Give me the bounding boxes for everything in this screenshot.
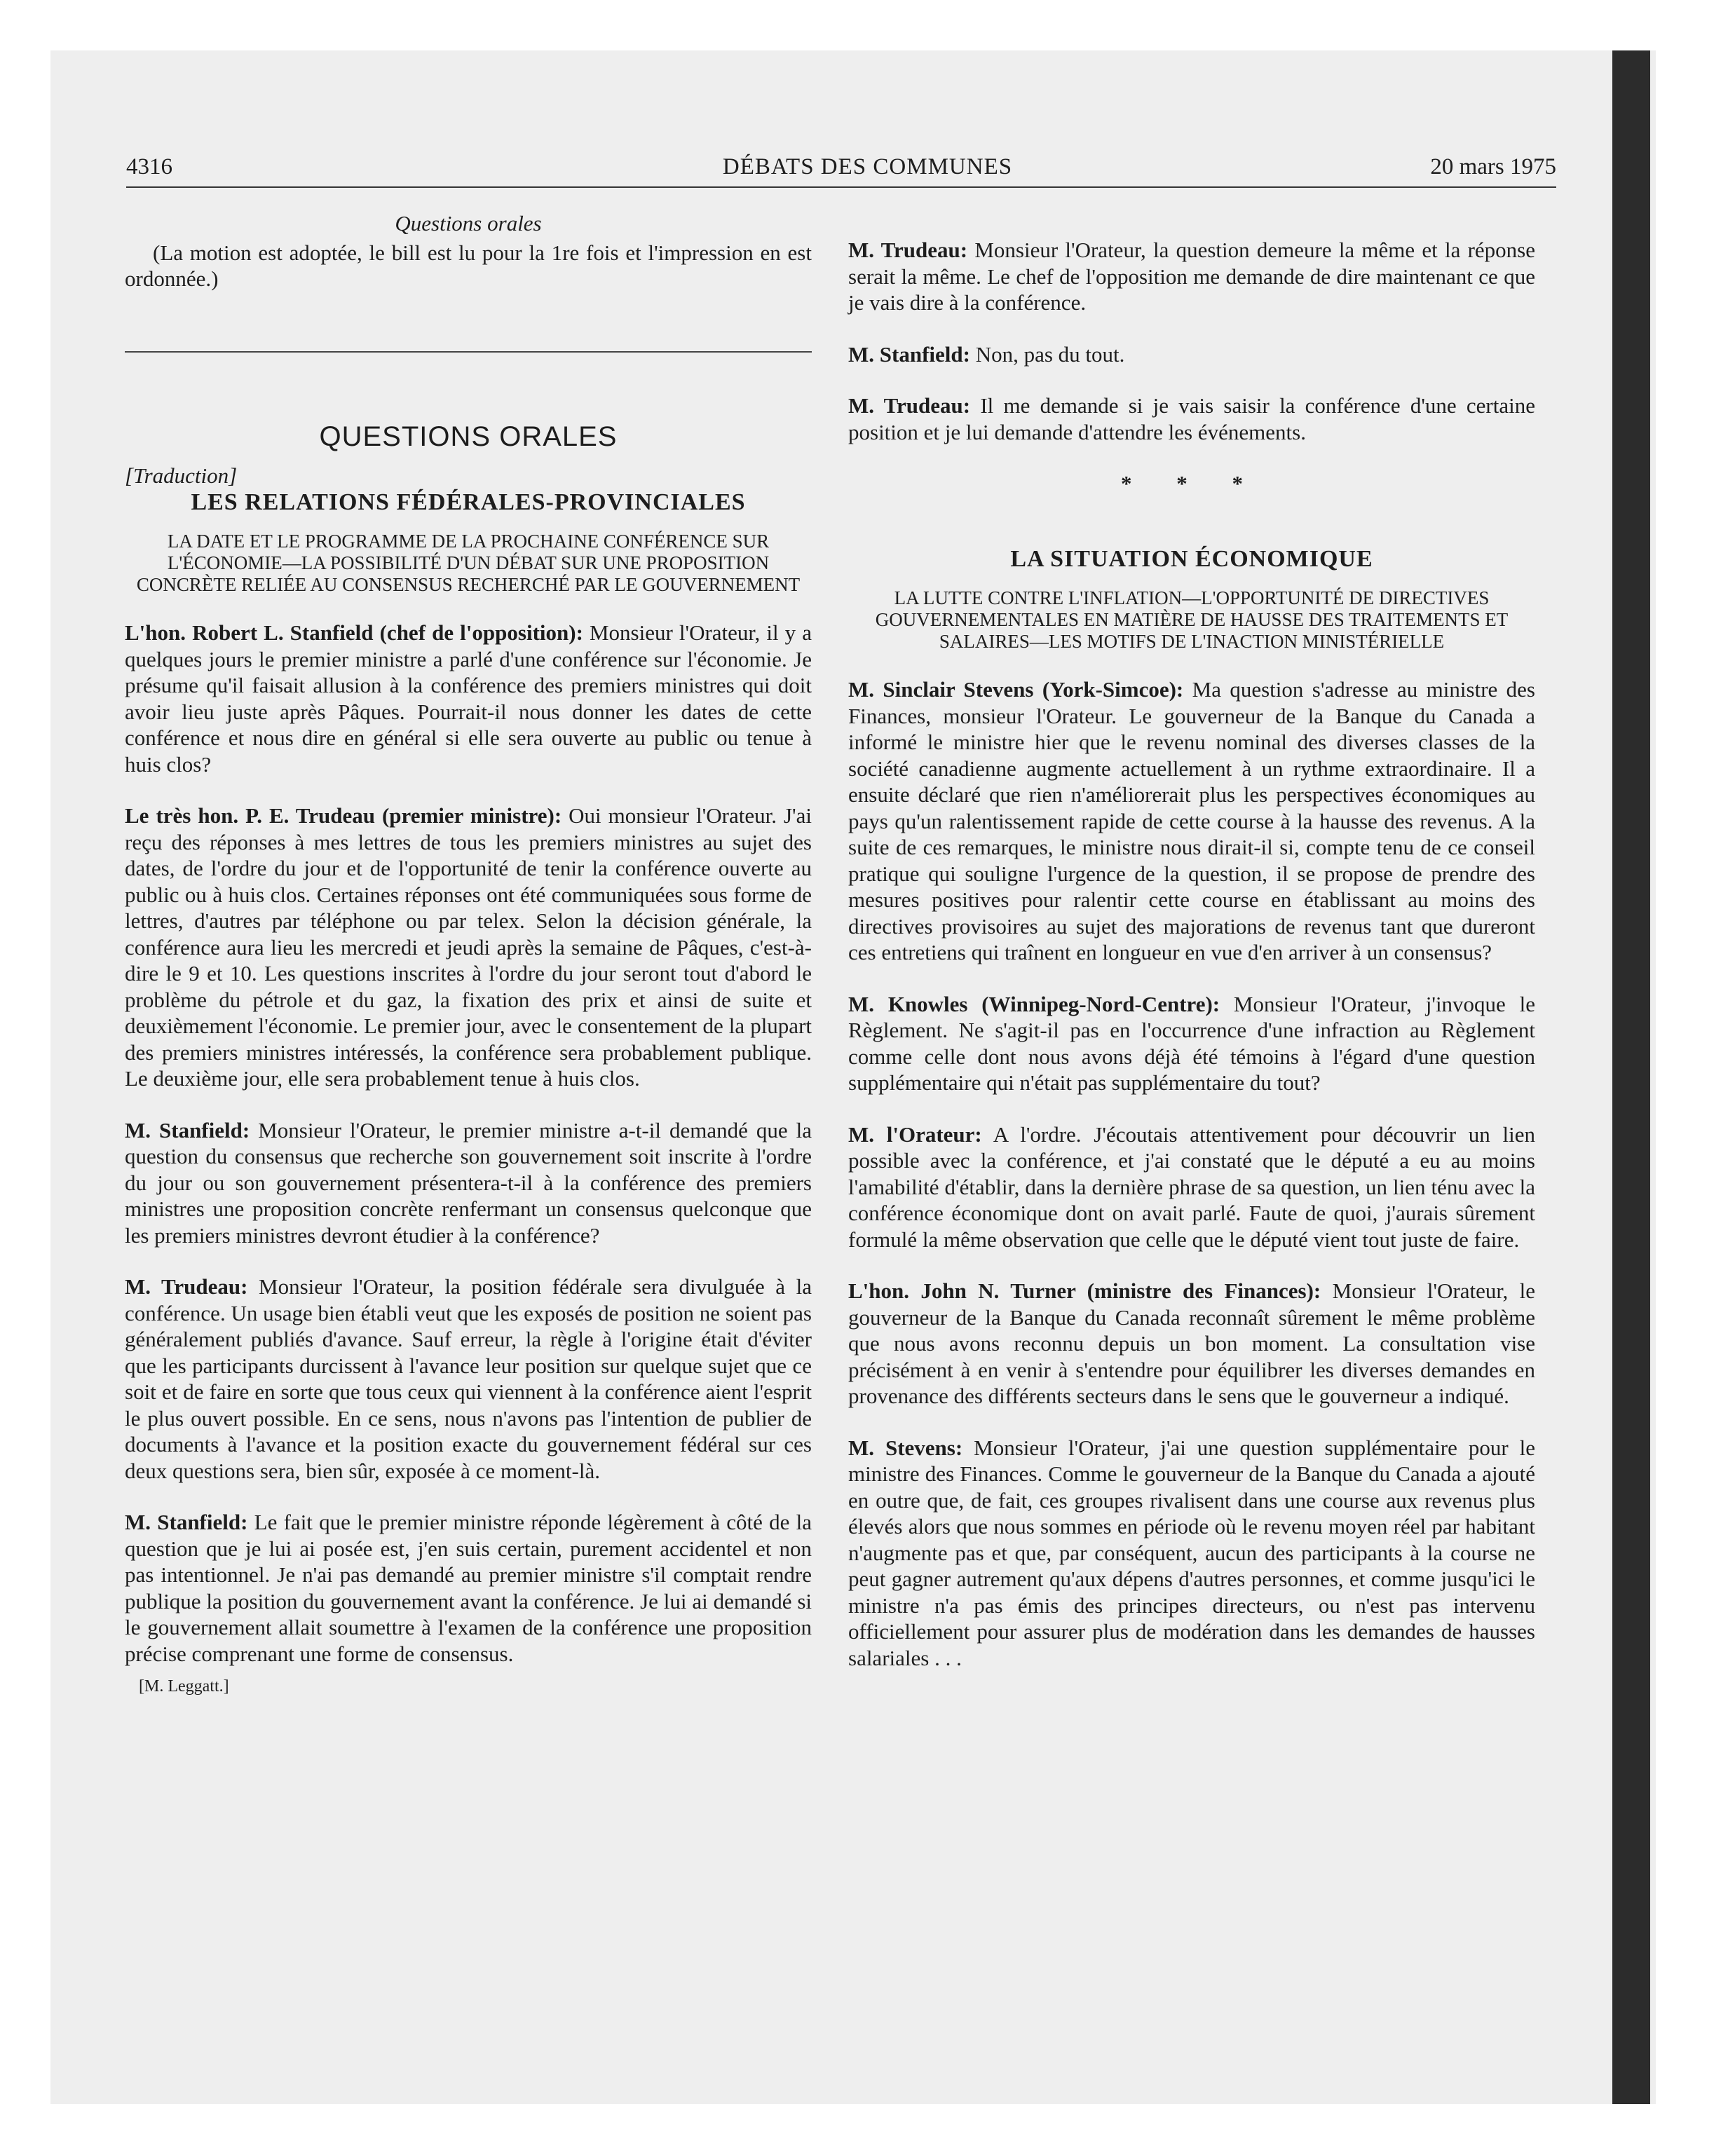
running-head: Questions orales [395,211,542,236]
speech-text: Monsieur l'Orateur, j'invoque le Règlement. Ne s'agit-il pas en l'occurrence d'une infraction au Règlement comme celle dont nous avons déjà été témoins à l'égard d'une question supplémentaire qui n'était pas supplémentaire du tout? [848,991,1535,1095]
signature-note: [M. Leggatt.] [139,1677,229,1696]
speech-text: Monsieur l'Orateur, il y a quelques jours le premier ministre a parlé d'une conférence sur l'économie. Je présume qu'il faisait allusion à la conférence des premiers ministres qui doit avoir lieu juste après Pâques. Pourrait-il nous donner les dates de cette conférence et nous dire en général si elle sera ouverte au public ou tenue à huis clos? [125,620,812,777]
scan-edge-bar [1612,50,1650,2104]
speech-paragraph [125,620,812,777]
speech-text: Monsieur l'Orateur, le gouverneur de la Banque du Canada reconnaît sûrement le même problème que nous avons reconnu depuis un bon moment. La consultation vise précisément à en venir à s'entendre pour équilibrer les diverses demandes en provenance des différents secteurs dans le sens que le gouverneur a indiqué. [848,1278,1535,1408]
section-separator [125,351,812,353]
speaker-name: M. Sinclair Stevens (York-Simcoe): [848,677,1184,702]
left-column [125,203,812,1700]
speech-text: Oui monsieur l'Orateur. J'ai reçu des réponses à mes lettres de tous les premiers ministres au sujet des dates, de l'ordre du jour et de l'opportunité de tenir la conférence ouverte au public ou à huis clos. Certaines réponses ont été communiquées sous forme de lettres, d'autres par téléphone ou par telex. Selon la décision générale, la conférence aura lieu les mercredi et jeudi après la semaine de Pâques, c'est-à-dire le 9 et 10. Les questions inscrites à l'ordre du jour seront tout d'abord le problème du pétrole et du gaz, la fixation des prix et ainsi de suite et deuxièmement l'économie. Le premier jour, avec le consentement de la plupart des premiers ministres intéressés, la conférence sera probablement publique. Le deuxième jour, elle sera probablement tenue à huis clos. [125,803,812,1091]
topic-heading: LA SITUATION ÉCONOMIQUE [1010,545,1373,572]
speaker-name: M. Trudeau: [848,393,971,418]
speaker-name: M. Stanfield: [125,1117,250,1142]
section-stars: * * * [1121,471,1263,496]
speaker-name: M. Trudeau: [848,238,968,262]
speech-paragraph [848,341,1535,368]
speaker-name: M. Trudeau: [125,1274,248,1299]
speech-text: Monsieur l'Orateur, la question demeure la même et la réponse serait la même. Le chef de l'opposition me demande de dire maintenant ce que je vais dire à la conférence. [848,238,1535,315]
topic-heading: LES RELATIONS FÉDÉRALES-PROVINCIALES [191,489,746,515]
subtopic-heading: LA DATE ET LE PROGRAMME DE LA PROCHAINE CONFÉRENCE SUR L'ÉCONOMIE—LA POSSIBILITÉ D'UN DÉBAT SUR UNE PROPOSITION CONCRÈTE RELIÉE AU CONSENSUS RECHERCHÉ PAR LE GOUVERNEMENT [136,531,801,595]
section-title: QUESTIONS ORALES [319,421,618,452]
speaker-name: M. Stanfield: [848,341,970,367]
speech-paragraph [125,1509,812,1667]
page-number: 4316 [126,154,172,179]
speaker-name: L'hon. Robert L. Stanfield (chef de l'opposition): [125,620,583,645]
speaker-name: Le très hon. P. E. Trudeau (premier ministre): [125,803,562,828]
speech-text: Il me demande si je vais saisir la conférence d'une certaine position et je lui demande d'attendre les événements. [848,393,1535,444]
speaker-name: M. Stevens: [848,1435,963,1460]
header-rule [126,186,1556,188]
speech-paragraph [848,393,1535,445]
speech-text: Non, pas du tout. [969,341,1125,367]
speaker-name: M. l'Orateur: [848,1121,982,1147]
publication-title: DÉBATS DES COMMUNES [722,154,1013,179]
speech-paragraph [848,1435,1535,1672]
speech-paragraph [848,991,1535,1096]
motion-text: (La motion est adoptée, le bill est lu pour la 1re fois et l'impression en est ordonnée.) [125,240,812,291]
page-date: 20 mars 1975 [1430,154,1556,179]
speech-paragraph [125,1117,812,1249]
speech-text: Monsieur l'Orateur, la position fédérale sera divulguée à la conférence. Un usage bien établi veut que les exposés de position ne soient pas généralement publiés d'avance. Sauf erreur, la règle à l'origine était d'éviter que les participants durcissent à l'avance leur position sur quelque sujet que ce soit et de faire en sorte que tous ceux qui viennent à la conférence aient l'esprit le plus ouvert possible. En ce sens, nous n'avons pas l'intention de publier de documents à l'avance et la position exacte du gouvernement fédéral sur ces deux questions sera, bien sûr, exposée à ce moment-là. [125,1274,812,1483]
speaker-name: M. Stanfield: [125,1510,248,1534]
speech-paragraph [125,803,812,1092]
speech-paragraph [848,237,1535,316]
speaker-name: M. Knowles (Winnipeg-Nord-Centre): [848,991,1220,1016]
speaker-name: L'hon. John N. Turner (ministre des Finances): [848,1278,1321,1303]
speech-paragraph [848,1278,1535,1410]
subtopic-heading: LA LUTTE CONTRE L'INFLATION—L'OPPORTUNITÉ DE DIRECTIVES GOUVERNEMENTALES EN MATIÈRE DE HAUSSE DES TRAITEMENTS ET SALAIRES—LES MOTIFS DE L'INACTION MINISTÉRIELLE [875,587,1509,652]
speech-text: Le fait que le premier ministre réponde légèrement à côté de la question que je lui ai posée est, j'en suis certain, purement accidentel et non pas intentionnel. Je n'ai pas demandé au premier ministre s'il comptait rendre publique la position du gouvernement avant la conférence. Je lui ai demandé si le gouvernement allait soumettre à l'examen de la conférence une proposition précise comprenant une forme de consensus. [125,1510,812,1666]
speech-paragraph [125,1274,812,1484]
speech-text: A l'ordre. J'écoutais attentivement pour découvrir un lien possible avec la conférence, et j'ai constaté que le député a eu au moins l'amabilité d'établir, dans la dernière phrase de sa question, un lien ténu avec la conférence économique dont on avait parlé. Faute de quoi, j'aurais sûrement formulé la même observation que celle que le député vient tout juste de faire. [848,1121,1536,1252]
translation-note: [Traduction] [125,463,238,488]
speech-text: Monsieur l'Orateur, j'ai une question supplémentaire pour le ministre des Finances. Comme le gouverneur de la Banque du Canada a ajouté en outre que, de fait, ces groupes rivalisent dans une course aux revenus plus élevés alors que nous sommes en période où le revenu moyen réel par habitant n'augmente pas et que, par conséquent, aucun des participants à la course ne peut gagner autrement qu'aux dépens d'autres personnes, et comme jusqu'ici le ministre n'a pas émis des principes directeurs, ou n'est pas intervenu officiellement pour assurer plus de modération dans les demandes de hausses salariales . . . [848,1435,1535,1670]
speech-text: Ma question s'adresse au ministre des Finances, monsieur l'Orateur. Le gouverneur de la Banque du Canada a informé le ministre hier que le revenu nominal des diverses classes de la société canadienne augmente actuellement à un rythme extraordinaire. Il a ensuite déclaré que rien n'améliorerait plus les perspectives économiques au pays qu'un ralentissement rapide de cette course à la hausse des revenus. A la suite de ces remarques, le ministre nous dirait-il si, compte tenu de ce conseil pratique qui souligne l'urgence de la question, il se propose de prendre des mesures positives pour ralentir cette course en établissant au moins des directives provisoires au sujet des majorations de revenus tant que dureront ces entretiens qui traînent en longueur en vue d'en arriver à un consensus? [848,677,1535,964]
right-column [848,237,1535,1696]
speech-paragraph [848,1121,1535,1253]
speech-paragraph [848,676,1535,966]
speech-text: Monsieur l'Orateur, le premier ministre a-t-il demandé que la question du consensus que recherche son gouvernement soit inscrite à l'ordre du jour ou son gouvernement présentera-t-il à la conférence des premiers ministres une proposition concrète renfermant un consensus quelconque que les premiers ministres devront étudier à la conférence? [125,1117,812,1248]
